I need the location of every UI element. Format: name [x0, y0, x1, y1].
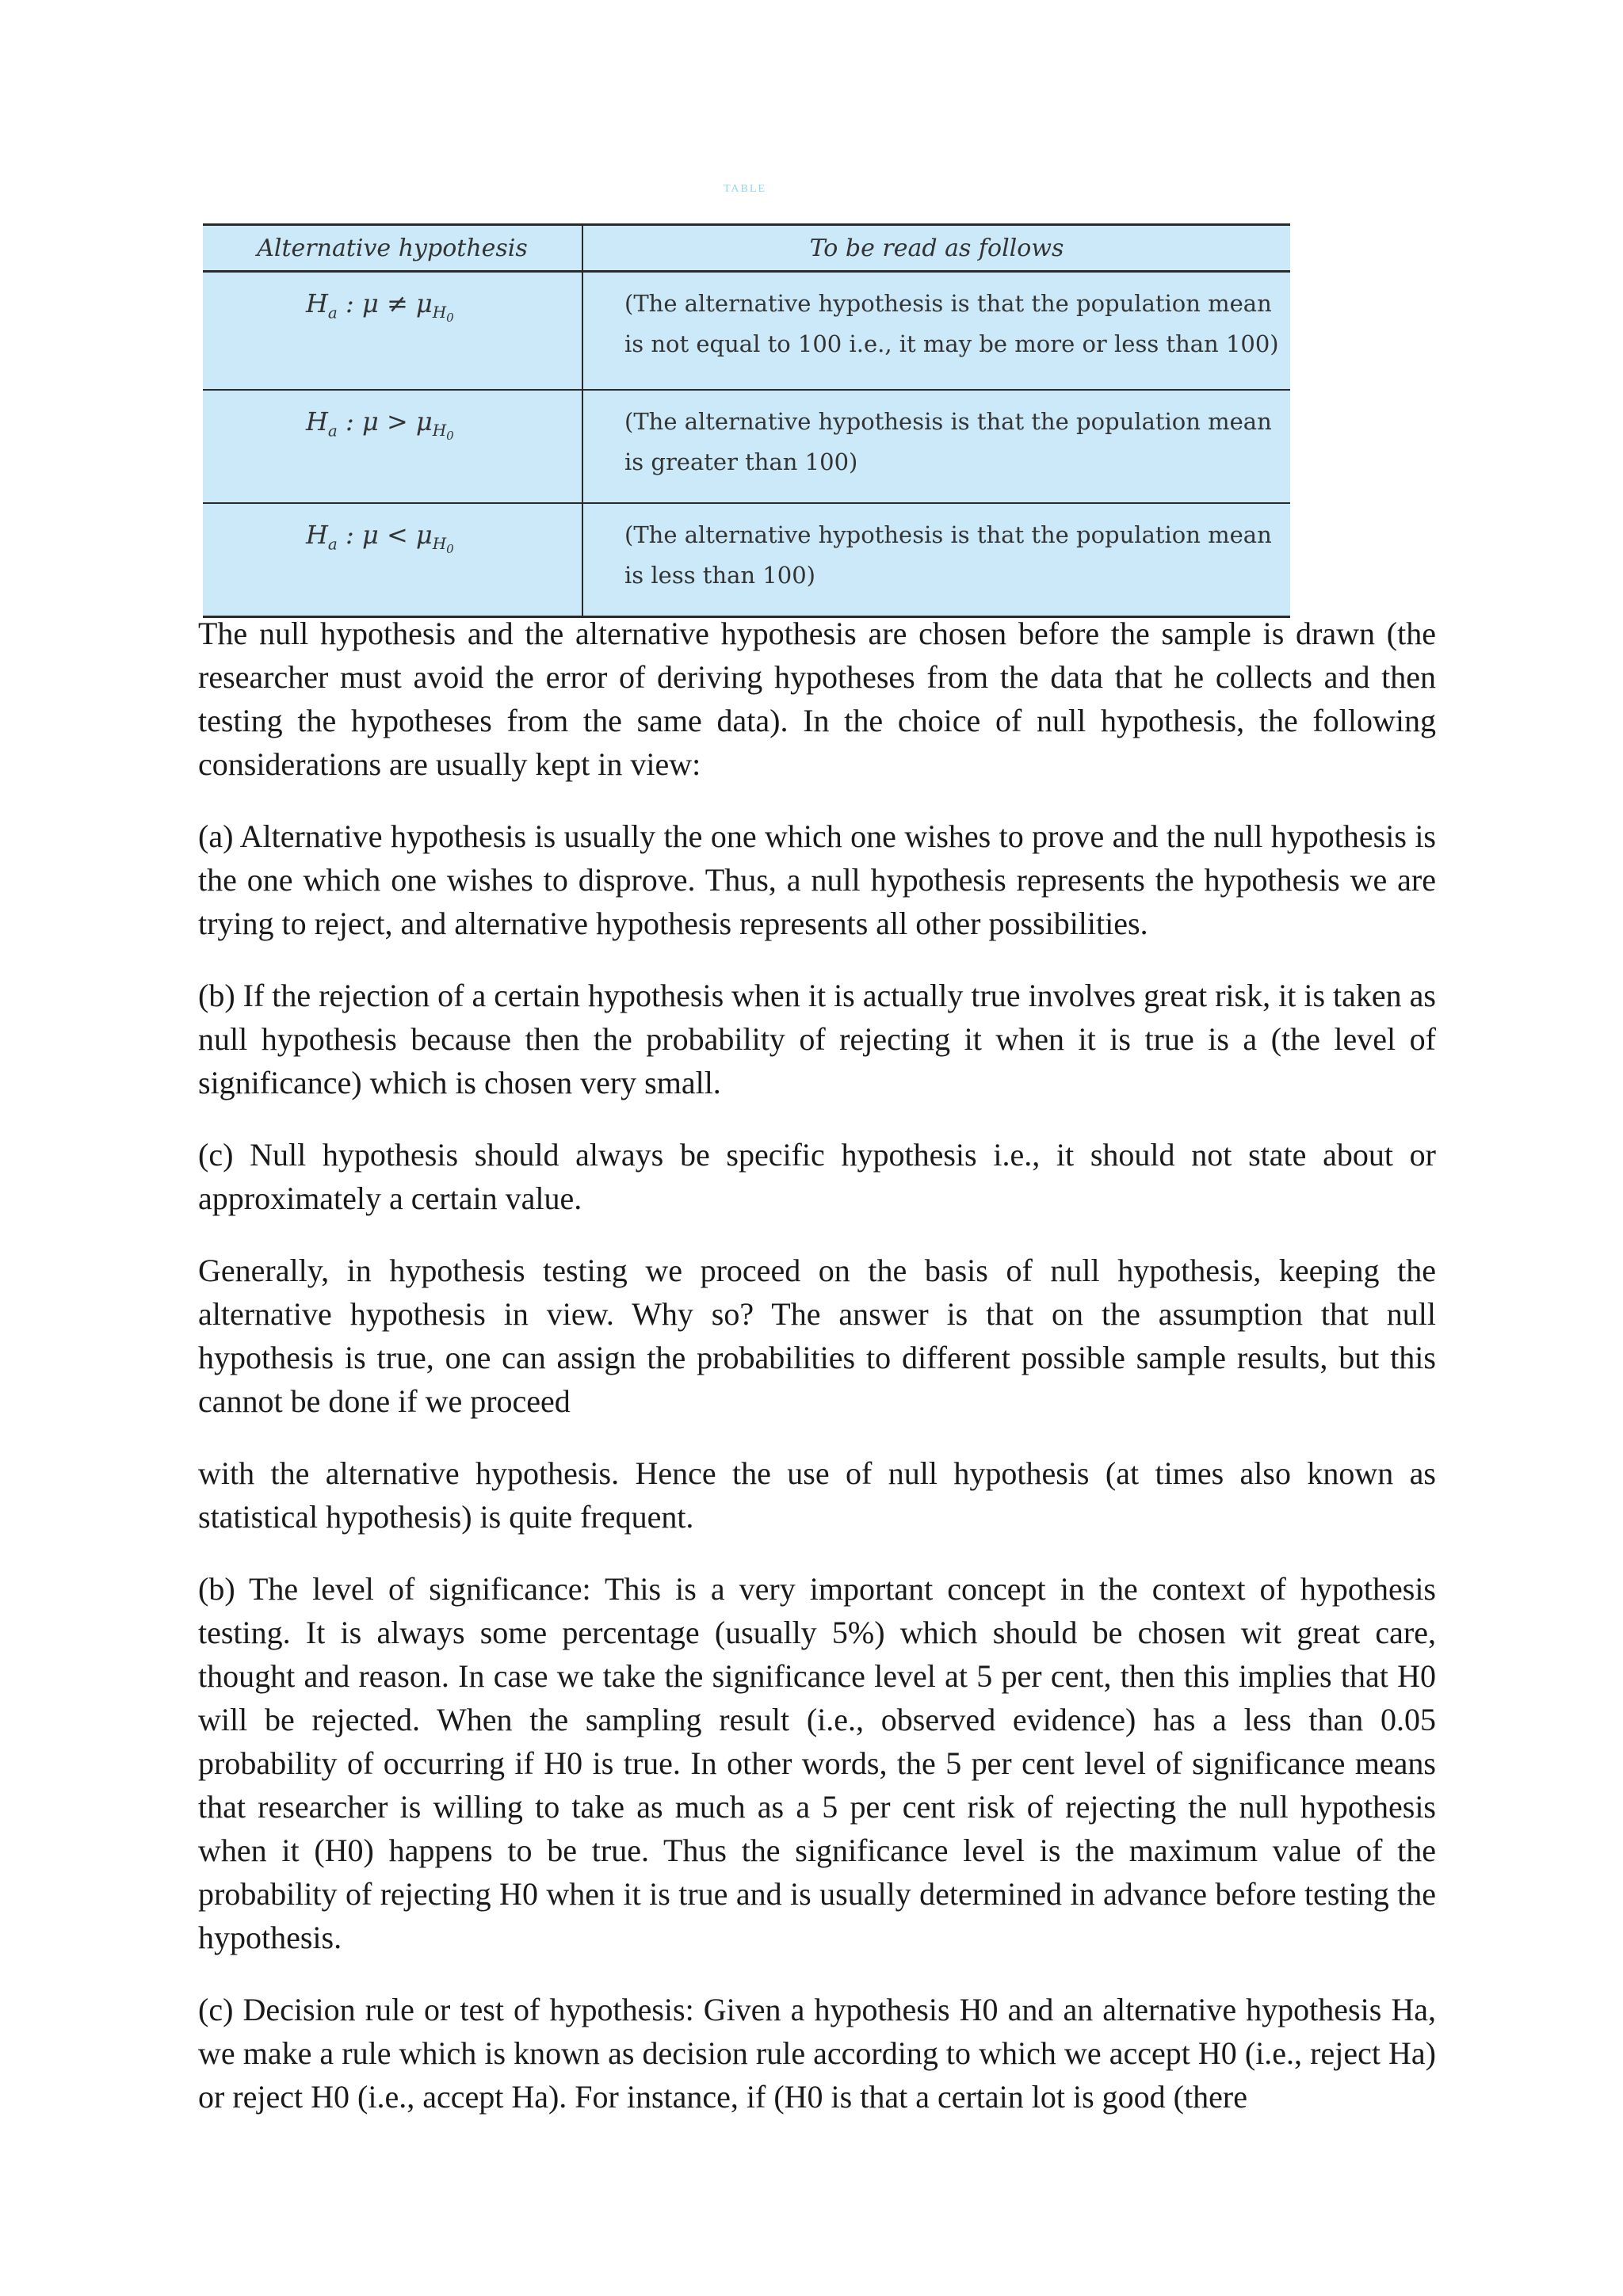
- hypothesis-formula: $H_a$ : $\mu > \mu_{H_0}$: [203, 390, 582, 503]
- hypothesis-reading: (The alternative hypothesis is that the population mean is not equal to 100 i.e., it may be more or less than 100): [582, 272, 1290, 391]
- paragraph-generally: Generally, in hypothesis testing we proceed on the basis of null hypothesis, keeping the alternative hypothesis in view. Why so? The answer is that on the assumption that null hypothesis is true, one can assign the probabilities to different possible sample results, but this cannot be done if we proceed: [198, 1253, 1436, 1419]
- paragraph-consideration-c: (c) Null hypothesis should always be specific hypothesis i.e., it should not state about or approximately a certain value.: [198, 1137, 1436, 1216]
- table-caption: TABLE: [724, 184, 766, 195]
- paragraph-continuation: with the alternative hypothesis. Hence the use of null hypothesis (at times also known as statistical hypothesis) is quite frequent.: [198, 1455, 1436, 1535]
- table-row: [203, 503, 1290, 617]
- paragraph-consideration-b: (b) If the rejection of a certain hypothesis when it is actually true involves great risk, it is taken as null hypothesis because then the probability of rejecting it when it is true is a (the level of significance) which is chosen very small.: [198, 978, 1436, 1100]
- paragraph-decision-rule: (c) Decision rule or test of hypothesis: Given a hypothesis H0 and an alternative hypothesis Ha, we make a rule which is known as decision rule according to which we accept H0 (i.e., reject Ha) or reject H0 (i.e., accept Ha). For instance, if (H0 is that a certain lot is good (there: [198, 1992, 1436, 2115]
- header-alternative-hypothesis: Alternative hypothesis: [203, 225, 582, 272]
- paragraph-intro: The null hypothesis and the alternative hypothesis are chosen before the sample is drawn (the researcher must avoid the error of deriving hypotheses from the data that he collects and then testing the hypotheses from the same data). In the choice of null hypothesis, the following considerations are usually kept in view:: [198, 616, 1436, 782]
- operator-symbol: <: [386, 520, 408, 550]
- table-header-row: [203, 225, 1290, 272]
- hypothesis-formula: $H_a$ : $\mu < \mu_{H_0}$: [203, 503, 582, 617]
- hypothesis-table: [203, 223, 1290, 618]
- table-row: [203, 390, 1290, 503]
- operator-symbol: ≠: [386, 288, 408, 318]
- paragraph-consideration-a: (a) Alternative hypothesis is usually the one which one wishes to prove and the null hypothesis is the one which one wishes to disprove. Thus, a null hypothesis represents the hypothesis we are trying to reject, and alternative hypothesis represents all other possibilities.: [198, 818, 1436, 941]
- header-to-be-read-as-follows: To be read as follows: [582, 225, 1290, 272]
- table-row: [203, 272, 1290, 391]
- hypothesis-reading: (The alternative hypothesis is that the population mean is less than 100): [582, 503, 1290, 617]
- operator-symbol: >: [386, 406, 408, 437]
- hypothesis-reading: (The alternative hypothesis is that the population mean is greater than 100): [582, 390, 1290, 503]
- paragraph-level-of-significance: (b) The level of significance: This is a very important concept in the context of hypothesis testing. It is always some percentage (usually 5%) which should be chosen wit great care, thought and reason. In case we take the significance level at 5 per cent, then this implies that H0 will be rejected. When the sampling result (i.e., observed evidence) has a less than 0.05 probability of occurring if H0 is true. In other words, the 5 per cent level of significance means that researcher is willing to take as much as a 5 per cent risk of rejecting the null hypothesis when it (H0) happens to be true. Thus the significance level is the maximum value of the probability of rejecting H0 when it is true and is usually determined in advance before testing the hypothesis.: [198, 1571, 1436, 1955]
- hypothesis-formula: $H_a$ : $\mu \ne \mu_{H_0}$: [203, 272, 582, 391]
- document-body: [198, 612, 1436, 2147]
